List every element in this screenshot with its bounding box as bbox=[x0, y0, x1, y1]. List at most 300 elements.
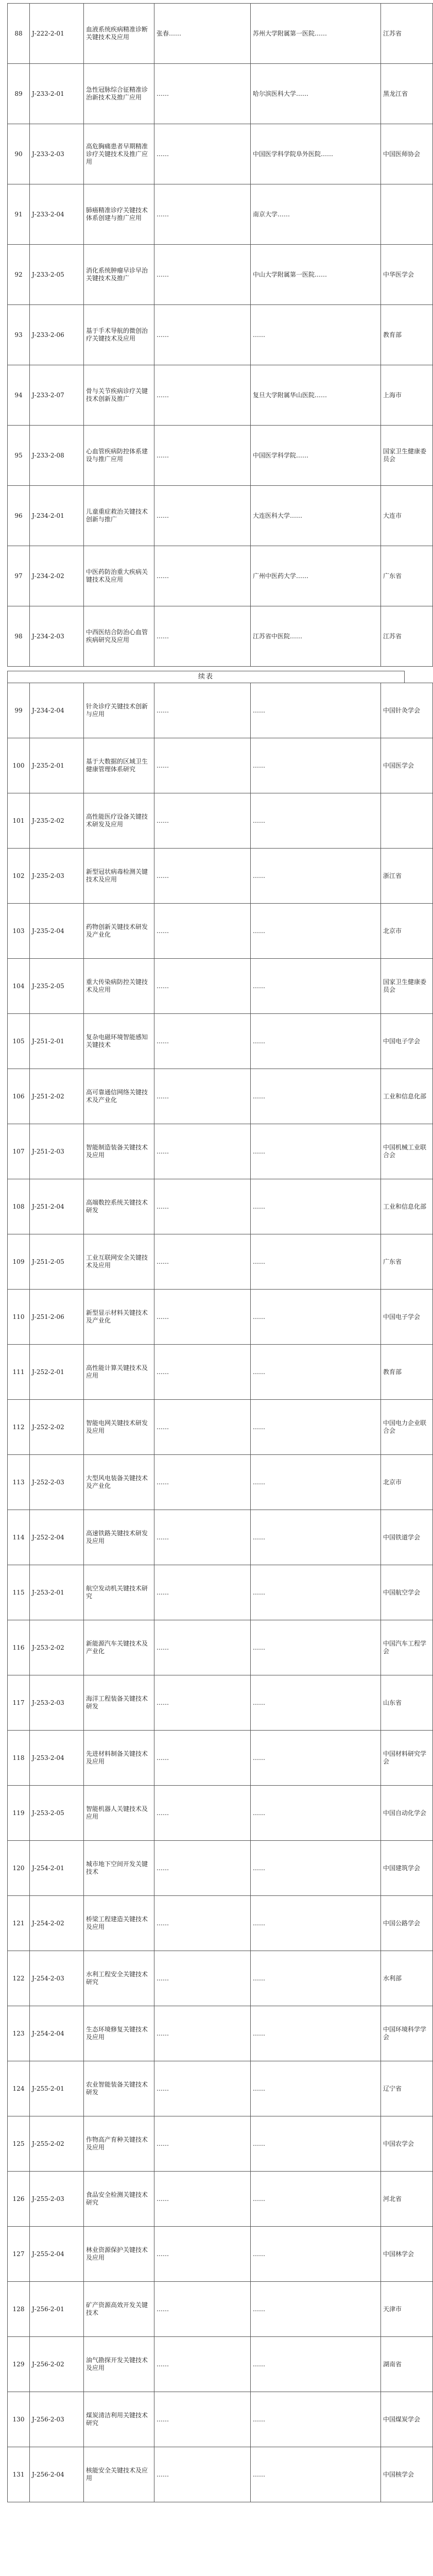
nominator-cell: 中国医学会 bbox=[381, 738, 433, 793]
project-code-cell: J-233-2-03 bbox=[30, 124, 84, 184]
row-number-cell: 125 bbox=[8, 2116, 30, 2172]
project-organizations-cell: 复旦大学附属华山医院…… bbox=[251, 365, 381, 426]
nominator-cell: 教育部 bbox=[381, 305, 433, 365]
row-number-cell: 123 bbox=[8, 2006, 30, 2061]
row-number-cell: 118 bbox=[8, 1731, 30, 1786]
nominator-cell: 浙江省 bbox=[381, 849, 433, 904]
row-number-cell: 131 bbox=[8, 2447, 30, 2502]
table-row bbox=[8, 2172, 433, 2227]
project-contributors-cell: …… bbox=[154, 683, 251, 738]
row-number-cell: 124 bbox=[8, 2061, 30, 2116]
nominator-cell: 中国电子学会 bbox=[381, 1014, 433, 1069]
project-title-cell: 骨与关节疾病诊疗关键技术创新及推广 bbox=[84, 365, 154, 426]
row-number-cell: 103 bbox=[8, 904, 30, 959]
project-contributors-cell: …… bbox=[154, 904, 251, 959]
project-title-cell: 工业互联网安全关键技术及应用 bbox=[84, 1234, 154, 1290]
project-contributors-cell: …… bbox=[154, 2337, 251, 2392]
project-contributors-cell: …… bbox=[154, 606, 251, 667]
row-number-cell: 130 bbox=[8, 2392, 30, 2447]
nominator-cell: 江苏省 bbox=[381, 4, 433, 64]
project-organizations-cell: 苏州大学附属第一医院…… bbox=[251, 4, 381, 64]
row-number-cell: 92 bbox=[8, 245, 30, 305]
project-code-cell: J-256-2-04 bbox=[30, 2447, 84, 2502]
table-row bbox=[8, 1069, 433, 1124]
table-row bbox=[8, 683, 433, 738]
row-number-cell: 120 bbox=[8, 1841, 30, 1896]
project-title-cell: 重大传染病防控关键技术及应用 bbox=[84, 959, 154, 1014]
project-code-cell: J-235-2-03 bbox=[30, 849, 84, 904]
table-row bbox=[8, 1565, 433, 1620]
nominator-cell: 中国核学会 bbox=[381, 2447, 433, 2502]
project-contributors-cell: …… bbox=[154, 305, 251, 365]
row-number-cell: 89 bbox=[8, 64, 30, 124]
table-row bbox=[8, 1841, 433, 1896]
table-row bbox=[8, 2061, 433, 2116]
table-row bbox=[8, 959, 433, 1014]
project-code-cell: J-251-2-01 bbox=[30, 1014, 84, 1069]
project-contributors-cell: …… bbox=[154, 1290, 251, 1345]
nomination-table-part-1 bbox=[7, 3, 433, 667]
table-row bbox=[8, 1014, 433, 1069]
project-code-cell: J-252-2-04 bbox=[30, 1510, 84, 1565]
project-organizations-cell: …… bbox=[251, 2061, 381, 2116]
project-title-cell: 作物高产育种关键技术及应用 bbox=[84, 2116, 154, 2172]
project-contributors-cell: …… bbox=[154, 849, 251, 904]
row-number-cell: 110 bbox=[8, 1290, 30, 1345]
project-code-cell: J-256-2-01 bbox=[30, 2282, 84, 2337]
nominator-cell: 工业和信息化部 bbox=[381, 1069, 433, 1124]
project-contributors-cell: …… bbox=[154, 1675, 251, 1731]
nominator-cell: 江苏省 bbox=[381, 606, 433, 667]
row-number-cell: 126 bbox=[8, 2172, 30, 2227]
project-organizations-cell: …… bbox=[251, 2227, 381, 2282]
project-organizations-cell: …… bbox=[251, 2282, 381, 2337]
project-contributors-cell: …… bbox=[154, 1731, 251, 1786]
nominator-cell: 天津市 bbox=[381, 2282, 433, 2337]
project-contributors-cell: …… bbox=[154, 1565, 251, 1620]
project-contributors-cell: …… bbox=[154, 64, 251, 124]
project-title-cell: 高危胸痛患者早期精准诊疗关键技术及推广应用 bbox=[84, 124, 154, 184]
table-row bbox=[8, 1951, 433, 2006]
project-code-cell: J-235-2-05 bbox=[30, 959, 84, 1014]
project-title-cell: 药物创新关键技术研发及产业化 bbox=[84, 904, 154, 959]
nominator-cell: 水利部 bbox=[381, 1951, 433, 2006]
table-row bbox=[8, 1510, 433, 1565]
nominator-cell bbox=[381, 793, 433, 849]
project-contributors-cell: …… bbox=[154, 2227, 251, 2282]
table-row bbox=[8, 184, 433, 245]
nominator-cell bbox=[381, 184, 433, 245]
project-contributors-cell: …… bbox=[154, 124, 251, 184]
table-row bbox=[8, 124, 433, 184]
project-contributors-cell: …… bbox=[154, 793, 251, 849]
project-code-cell: J-253-2-02 bbox=[30, 1620, 84, 1675]
nominator-cell: 湖南省 bbox=[381, 2337, 433, 2392]
table-row bbox=[8, 64, 433, 124]
row-number-cell: 108 bbox=[8, 1179, 30, 1234]
project-title-cell: 生态环境修复关键技术及应用 bbox=[84, 2006, 154, 2061]
project-title-cell: 基于手术导航的微创治疗关键技术及应用 bbox=[84, 305, 154, 365]
row-number-cell: 102 bbox=[8, 849, 30, 904]
project-contributors-cell: …… bbox=[154, 184, 251, 245]
table-row bbox=[8, 606, 433, 667]
project-contributors-cell: …… bbox=[154, 1896, 251, 1951]
project-contributors-cell: …… bbox=[154, 245, 251, 305]
table-row bbox=[8, 1731, 433, 1786]
project-code-cell: J-235-2-01 bbox=[30, 738, 84, 793]
table-row bbox=[8, 365, 433, 426]
table-row bbox=[8, 1179, 433, 1234]
project-code-cell: J-251-2-06 bbox=[30, 1290, 84, 1345]
project-contributors-cell: …… bbox=[154, 365, 251, 426]
row-number-cell: 90 bbox=[8, 124, 30, 184]
project-code-cell: J-251-2-04 bbox=[30, 1179, 84, 1234]
row-number-cell: 93 bbox=[8, 305, 30, 365]
row-number-cell: 106 bbox=[8, 1069, 30, 1124]
row-number-cell: 128 bbox=[8, 2282, 30, 2337]
project-title-cell: 先进材料制备关键技术及应用 bbox=[84, 1731, 154, 1786]
project-organizations-cell: …… bbox=[251, 683, 381, 738]
project-title-cell: 消化系统肿瘤早诊早治关键技术及推广 bbox=[84, 245, 154, 305]
project-organizations-cell: …… bbox=[251, 1951, 381, 2006]
nominator-cell: 广东省 bbox=[381, 1234, 433, 1290]
project-code-cell: J-253-2-03 bbox=[30, 1675, 84, 1731]
project-code-cell: J-252-2-03 bbox=[30, 1455, 84, 1510]
nomination-table-part-2 bbox=[7, 683, 433, 2502]
project-organizations-cell: …… bbox=[251, 1896, 381, 1951]
table-row bbox=[8, 1455, 433, 1510]
project-code-cell: J-233-2-08 bbox=[30, 426, 84, 486]
project-code-cell: J-252-2-01 bbox=[30, 1345, 84, 1400]
project-title-cell: 林业资源保护关键技术及应用 bbox=[84, 2227, 154, 2282]
project-organizations-cell: …… bbox=[251, 793, 381, 849]
table-row bbox=[8, 2227, 433, 2282]
project-organizations-cell: …… bbox=[251, 1786, 381, 1841]
nominator-cell: 大连市 bbox=[381, 486, 433, 546]
project-contributors-cell: …… bbox=[154, 1841, 251, 1896]
nominator-cell: 中国电力企业联合会 bbox=[381, 1400, 433, 1455]
nominator-cell: 中国机械工业联合会 bbox=[381, 1124, 433, 1179]
nominator-cell: 山东省 bbox=[381, 1675, 433, 1731]
project-organizations-cell: 中山大学附属第一医院…… bbox=[251, 245, 381, 305]
table-row bbox=[8, 426, 433, 486]
project-contributors-cell: …… bbox=[154, 2172, 251, 2227]
project-organizations-cell: …… bbox=[251, 1510, 381, 1565]
project-code-cell: J-251-2-05 bbox=[30, 1234, 84, 1290]
table-row bbox=[8, 4, 433, 64]
project-organizations-cell: …… bbox=[251, 1345, 381, 1400]
project-code-cell: J-233-2-05 bbox=[30, 245, 84, 305]
project-title-cell: 航空发动机关键技术研究 bbox=[84, 1565, 154, 1620]
nominator-cell: 中国铁道学会 bbox=[381, 1510, 433, 1565]
project-code-cell: J-255-2-01 bbox=[30, 2061, 84, 2116]
project-contributors-cell: …… bbox=[154, 738, 251, 793]
row-number-cell: 97 bbox=[8, 546, 30, 606]
project-code-cell: J-233-2-07 bbox=[30, 365, 84, 426]
project-contributors-cell: …… bbox=[154, 2392, 251, 2447]
row-number-cell: 117 bbox=[8, 1675, 30, 1731]
project-organizations-cell: …… bbox=[251, 1565, 381, 1620]
project-contributors-cell: …… bbox=[154, 1455, 251, 1510]
project-organizations-cell: …… bbox=[251, 2392, 381, 2447]
project-organizations-cell: …… bbox=[251, 2337, 381, 2392]
project-code-cell: J-252-2-02 bbox=[30, 1400, 84, 1455]
project-code-cell: J-251-2-03 bbox=[30, 1124, 84, 1179]
project-code-cell: J-234-2-02 bbox=[30, 546, 84, 606]
nominator-cell: 中国公路学会 bbox=[381, 1896, 433, 1951]
nominator-cell: 辽宁省 bbox=[381, 2061, 433, 2116]
project-code-cell: J-254-2-04 bbox=[30, 2006, 84, 2061]
row-number-cell: 127 bbox=[8, 2227, 30, 2282]
table-row bbox=[8, 2282, 433, 2337]
project-contributors-cell: …… bbox=[154, 1014, 251, 1069]
project-organizations-cell: …… bbox=[251, 1675, 381, 1731]
project-title-cell: 高可靠通信网络关键技术及产业化 bbox=[84, 1069, 154, 1124]
project-title-cell: 基于大数据的区域卫生健康管理体系研究 bbox=[84, 738, 154, 793]
project-title-cell: 中医药防治重大疾病关键技术及应用 bbox=[84, 546, 154, 606]
row-number-cell: 95 bbox=[8, 426, 30, 486]
row-number-cell: 113 bbox=[8, 1455, 30, 1510]
project-code-cell: J-253-2-04 bbox=[30, 1731, 84, 1786]
row-number-cell: 101 bbox=[8, 793, 30, 849]
project-organizations-cell: …… bbox=[251, 1841, 381, 1896]
project-contributors-cell: 张春…… bbox=[154, 4, 251, 64]
project-contributors-cell: …… bbox=[154, 1400, 251, 1455]
nominator-cell: 中国煤炭学会 bbox=[381, 2392, 433, 2447]
project-organizations-cell: …… bbox=[251, 2447, 381, 2502]
project-title-cell: 新能源汽车关键技术及产业化 bbox=[84, 1620, 154, 1675]
project-organizations-cell: 中国医学科学院阜外医院…… bbox=[251, 124, 381, 184]
nominator-cell: 中国材料研究学会 bbox=[381, 1731, 433, 1786]
project-title-cell: 农业智能装备关键技术研发 bbox=[84, 2061, 154, 2116]
table-row bbox=[8, 738, 433, 793]
project-title-cell: 心血管疾病防控体系建设与推广应用 bbox=[84, 426, 154, 486]
project-title-cell: 针灸诊疗关键技术创新与应用 bbox=[84, 683, 154, 738]
row-number-cell: 122 bbox=[8, 1951, 30, 2006]
nominator-cell: 中国环境科学学会 bbox=[381, 2006, 433, 2061]
project-title-cell: 城市地下空间开发关键技术 bbox=[84, 1841, 154, 1896]
row-number-cell: 111 bbox=[8, 1345, 30, 1400]
project-contributors-cell: …… bbox=[154, 1951, 251, 2006]
project-contributors-cell: …… bbox=[154, 2282, 251, 2337]
nominator-cell: 上海市 bbox=[381, 365, 433, 426]
row-number-cell: 99 bbox=[8, 683, 30, 738]
row-number-cell: 129 bbox=[8, 2337, 30, 2392]
row-number-cell: 114 bbox=[8, 1510, 30, 1565]
project-code-cell: J-233-2-04 bbox=[30, 184, 84, 245]
project-code-cell: J-234-2-01 bbox=[30, 486, 84, 546]
nominator-cell: 中国电子学会 bbox=[381, 1290, 433, 1345]
project-contributors-cell: …… bbox=[154, 486, 251, 546]
project-code-cell: J-255-2-04 bbox=[30, 2227, 84, 2282]
project-code-cell: J-253-2-01 bbox=[30, 1565, 84, 1620]
project-organizations-cell: …… bbox=[251, 1179, 381, 1234]
project-contributors-cell: …… bbox=[154, 1179, 251, 1234]
project-contributors-cell: …… bbox=[154, 2447, 251, 2502]
nominator-cell: 广东省 bbox=[381, 546, 433, 606]
project-contributors-cell: …… bbox=[154, 1069, 251, 1124]
project-title-cell: 肺癌精准诊疗关键技术体系创建与推广应用 bbox=[84, 184, 154, 245]
project-title-cell: 核能安全关键技术及应用 bbox=[84, 2447, 154, 2502]
table-row bbox=[8, 904, 433, 959]
row-number-cell: 107 bbox=[8, 1124, 30, 1179]
project-organizations-cell: 大连医科大学…… bbox=[251, 486, 381, 546]
project-organizations-cell: …… bbox=[251, 1400, 381, 1455]
row-number-cell: 112 bbox=[8, 1400, 30, 1455]
row-number-cell: 119 bbox=[8, 1786, 30, 1841]
project-title-cell: 海洋工程装备关键技术研发 bbox=[84, 1675, 154, 1731]
nominator-cell: 北京市 bbox=[381, 904, 433, 959]
row-number-cell: 98 bbox=[8, 606, 30, 667]
row-number-cell: 91 bbox=[8, 184, 30, 245]
project-title-cell: 复杂电磁环境智能感知关键技术 bbox=[84, 1014, 154, 1069]
project-contributors-cell: …… bbox=[154, 2116, 251, 2172]
project-contributors-cell: …… bbox=[154, 1510, 251, 1565]
table-row bbox=[8, 1675, 433, 1731]
project-organizations-cell: …… bbox=[251, 904, 381, 959]
project-code-cell: J-233-2-01 bbox=[30, 64, 84, 124]
nominator-cell: 中国针灸学会 bbox=[381, 683, 433, 738]
project-code-cell: J-254-2-03 bbox=[30, 1951, 84, 2006]
row-number-cell: 116 bbox=[8, 1620, 30, 1675]
project-organizations-cell: …… bbox=[251, 2172, 381, 2227]
project-organizations-cell: …… bbox=[251, 1455, 381, 1510]
project-organizations-cell: …… bbox=[251, 1620, 381, 1675]
project-title-cell: 高速铁路关键技术研发及应用 bbox=[84, 1510, 154, 1565]
project-organizations-cell: …… bbox=[251, 305, 381, 365]
nominator-cell: 工业和信息化部 bbox=[381, 1179, 433, 1234]
project-title-cell: 智能制造装备关键技术及应用 bbox=[84, 1124, 154, 1179]
project-organizations-cell: …… bbox=[251, 2116, 381, 2172]
nominator-cell: 教育部 bbox=[381, 1345, 433, 1400]
project-organizations-cell: …… bbox=[251, 2006, 381, 2061]
project-title-cell: 大型风电装备关键技术及产业化 bbox=[84, 1455, 154, 1510]
project-organizations-cell: …… bbox=[251, 1014, 381, 1069]
project-title-cell: 智能电网关键技术研发及应用 bbox=[84, 1400, 154, 1455]
project-code-cell: J-234-2-04 bbox=[30, 683, 84, 738]
project-title-cell: 智能机器人关键技术及应用 bbox=[84, 1786, 154, 1841]
project-contributors-cell: …… bbox=[154, 2061, 251, 2116]
nominator-cell: 国家卫生健康委员会 bbox=[381, 426, 433, 486]
table-row bbox=[8, 486, 433, 546]
project-contributors-cell: …… bbox=[154, 1234, 251, 1290]
project-code-cell: J-233-2-06 bbox=[30, 305, 84, 365]
project-code-cell: J-254-2-01 bbox=[30, 1841, 84, 1896]
row-number-cell: 96 bbox=[8, 486, 30, 546]
project-code-cell: J-235-2-04 bbox=[30, 904, 84, 959]
project-contributors-cell: …… bbox=[154, 426, 251, 486]
table-row bbox=[8, 1290, 433, 1345]
project-organizations-cell: 江苏省中医院…… bbox=[251, 606, 381, 667]
row-number-cell: 94 bbox=[8, 365, 30, 426]
project-organizations-cell: …… bbox=[251, 959, 381, 1014]
table-row bbox=[8, 1620, 433, 1675]
row-number-cell: 109 bbox=[8, 1234, 30, 1290]
project-title-cell: 矿产资源高效开发关键技术 bbox=[84, 2282, 154, 2337]
project-contributors-cell: …… bbox=[154, 1786, 251, 1841]
project-code-cell: J-251-2-02 bbox=[30, 1069, 84, 1124]
nominator-cell: 中国汽车工程学会 bbox=[381, 1620, 433, 1675]
nominator-cell: 国家卫生健康委员会 bbox=[381, 959, 433, 1014]
project-title-cell: 血液系统疾病精准诊断关键技术及应用 bbox=[84, 4, 154, 64]
project-organizations-cell: …… bbox=[251, 738, 381, 793]
project-code-cell: J-256-2-03 bbox=[30, 2392, 84, 2447]
project-title-cell: 桥梁工程建造关键技术及应用 bbox=[84, 1896, 154, 1951]
nominator-cell: 黑龙江省 bbox=[381, 64, 433, 124]
project-contributors-cell: …… bbox=[154, 1124, 251, 1179]
project-contributors-cell: …… bbox=[154, 959, 251, 1014]
table-row bbox=[8, 245, 433, 305]
table-row bbox=[8, 2337, 433, 2392]
nominator-cell: 中国航空学会 bbox=[381, 1565, 433, 1620]
project-title-cell: 急性冠脉综合征精准诊治新技术及推广应用 bbox=[84, 64, 154, 124]
nominator-cell: 中国医师协会 bbox=[381, 124, 433, 184]
project-code-cell: J-255-2-02 bbox=[30, 2116, 84, 2172]
table-row bbox=[8, 2006, 433, 2061]
nominator-cell: 中国自动化学会 bbox=[381, 1786, 433, 1841]
project-title-cell: 儿童重症救治关键技术创新与推广 bbox=[84, 486, 154, 546]
project-code-cell: J-254-2-02 bbox=[30, 1896, 84, 1951]
project-contributors-cell: …… bbox=[154, 1620, 251, 1675]
table-row bbox=[8, 1400, 433, 1455]
project-code-cell: J-222-2-01 bbox=[30, 4, 84, 64]
project-contributors-cell: …… bbox=[154, 2006, 251, 2061]
nominator-cell: 中国农学会 bbox=[381, 2116, 433, 2172]
table-row bbox=[8, 1234, 433, 1290]
project-title-cell: 新型显示材料关键技术及产业化 bbox=[84, 1290, 154, 1345]
table-row bbox=[8, 793, 433, 849]
project-title-cell: 油气勘探开发关键技术及应用 bbox=[84, 2337, 154, 2392]
continuation-label: 续表 bbox=[7, 671, 405, 683]
project-organizations-cell: …… bbox=[251, 1069, 381, 1124]
row-number-cell: 88 bbox=[8, 4, 30, 64]
nominator-cell: 河北省 bbox=[381, 2172, 433, 2227]
nominator-cell: 中华医学会 bbox=[381, 245, 433, 305]
nominator-cell: 中国林学会 bbox=[381, 2227, 433, 2282]
project-code-cell: J-256-2-02 bbox=[30, 2337, 84, 2392]
project-contributors-cell: …… bbox=[154, 1345, 251, 1400]
row-number-cell: 100 bbox=[8, 738, 30, 793]
table-row bbox=[8, 2447, 433, 2502]
project-title-cell: 食品安全检测关键技术研究 bbox=[84, 2172, 154, 2227]
table-row bbox=[8, 305, 433, 365]
table-row bbox=[8, 2116, 433, 2172]
row-number-cell: 115 bbox=[8, 1565, 30, 1620]
project-organizations-cell: …… bbox=[251, 849, 381, 904]
table-row bbox=[8, 849, 433, 904]
nominator-cell: 中国建筑学会 bbox=[381, 1841, 433, 1896]
project-organizations-cell: …… bbox=[251, 1290, 381, 1345]
project-title-cell: 高性能计算关键技术及应用 bbox=[84, 1345, 154, 1400]
table-row bbox=[8, 546, 433, 606]
project-organizations-cell: …… bbox=[251, 1731, 381, 1786]
project-title-cell: 高性能医疗设备关键技术研发及应用 bbox=[84, 793, 154, 849]
project-organizations-cell: 哈尔滨医科大学…… bbox=[251, 64, 381, 124]
table-row bbox=[8, 2392, 433, 2447]
project-contributors-cell: …… bbox=[154, 546, 251, 606]
project-organizations-cell: …… bbox=[251, 1234, 381, 1290]
project-title-cell: 煤炭清洁利用关键技术研究 bbox=[84, 2392, 154, 2447]
table-gap bbox=[7, 667, 405, 671]
table-row bbox=[8, 1345, 433, 1400]
project-organizations-cell: 广州中医药大学…… bbox=[251, 546, 381, 606]
nominator-cell: 北京市 bbox=[381, 1455, 433, 1510]
project-code-cell: J-234-2-03 bbox=[30, 606, 84, 667]
project-organizations-cell: 中国医学科学院…… bbox=[251, 426, 381, 486]
project-title-cell: 中西医结合防治心血管疾病研究及应用 bbox=[84, 606, 154, 667]
project-title-cell: 高端数控系统关键技术研发 bbox=[84, 1179, 154, 1234]
table-row bbox=[8, 1896, 433, 1951]
